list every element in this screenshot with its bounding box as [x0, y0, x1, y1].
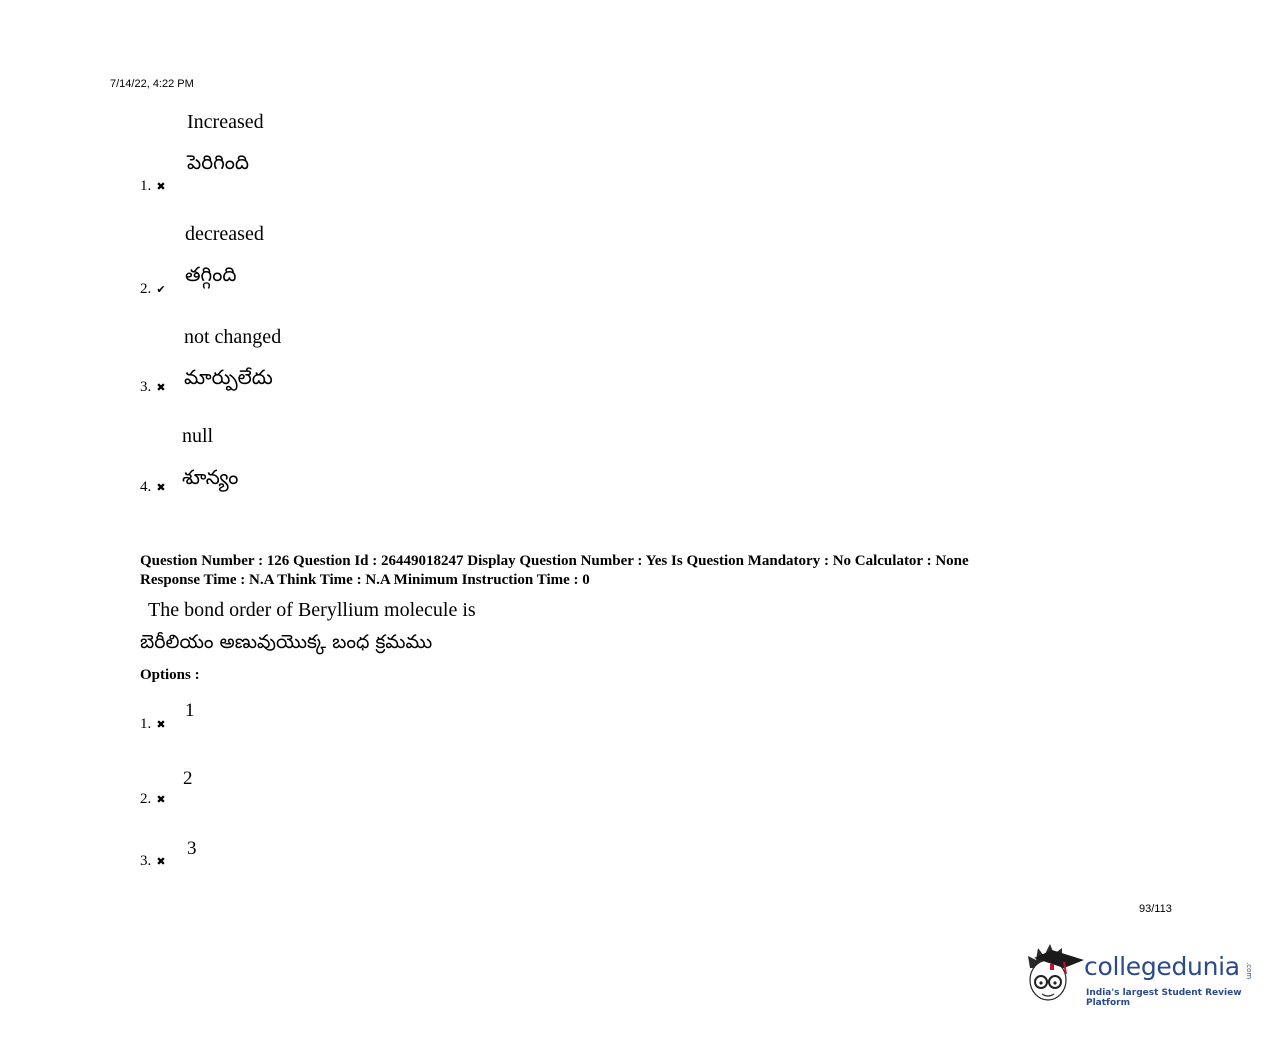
option-number: 2. — [140, 791, 152, 807]
logo-wordmark: collegedunia — [1084, 952, 1240, 981]
logo-tagline: India's largest Student Review Platform — [1086, 988, 1242, 1008]
option-4-telugu: శూన్యం — [182, 465, 239, 489]
option-2-number — [140, 281, 167, 298]
option-1-english: Increased — [187, 111, 264, 133]
option-4-english: null — [182, 425, 214, 447]
collegedunia-logo — [1024, 938, 1256, 1010]
answer-option-1-value: 1 — [185, 700, 195, 721]
cross-icon: ✖ — [156, 382, 166, 394]
option-number: 3. — [140, 853, 152, 869]
cross-icon: ✖ — [156, 719, 166, 731]
option-3-telugu: మార్పులేదు — [184, 365, 273, 389]
option-number: 3. — [140, 379, 152, 395]
answer-option-2-value: 2 — [183, 768, 193, 789]
option-2-telugu: తగ్గింది — [185, 262, 237, 286]
answer-option-3-value: 3 — [187, 838, 197, 859]
option-number: 1. — [140, 716, 152, 732]
page-number: 93/113 — [1139, 903, 1172, 915]
answer-option-1-number — [140, 716, 167, 733]
option-4-number — [140, 479, 167, 496]
options-label: Options : — [140, 667, 200, 683]
logo-domain-suffix: .com — [1245, 962, 1253, 980]
option-1-telugu: పెరిగింది — [187, 150, 249, 174]
cross-icon: ✖ — [156, 794, 166, 806]
mascot-icon — [1024, 938, 1086, 1010]
option-1-number — [140, 178, 167, 195]
answer-option-2-number — [140, 791, 167, 808]
answer-option-3-number — [140, 853, 167, 870]
question-meta-line-1: Question Number : 126 Question Id : 26449018247 Display Question Number : Yes Is Question Mandatory : No Calculator : None — [140, 553, 969, 569]
cross-icon: ✖ — [156, 856, 166, 868]
question-meta-line-2: Response Time : N.A Think Time : N.A Minimum Instruction Time : 0 — [140, 572, 590, 588]
option-3-number — [140, 379, 167, 396]
question-text-telugu: బెరీలియం అణువుయొక్క బంధ క్రమము — [140, 631, 433, 653]
print-timestamp: 7/14/22, 4:22 PM — [110, 78, 194, 90]
option-number: 1. — [140, 178, 152, 194]
option-2-english: decreased — [185, 223, 264, 245]
option-3-english: not changed — [184, 326, 282, 348]
option-number: 4. — [140, 479, 152, 495]
checkmark-icon: ✔ — [156, 284, 166, 296]
cross-icon: ✖ — [156, 482, 166, 494]
option-number: 2. — [140, 281, 152, 297]
cross-icon: ✖ — [156, 181, 166, 193]
question-text-english: The bond order of Beryllium molecule is — [148, 599, 476, 621]
